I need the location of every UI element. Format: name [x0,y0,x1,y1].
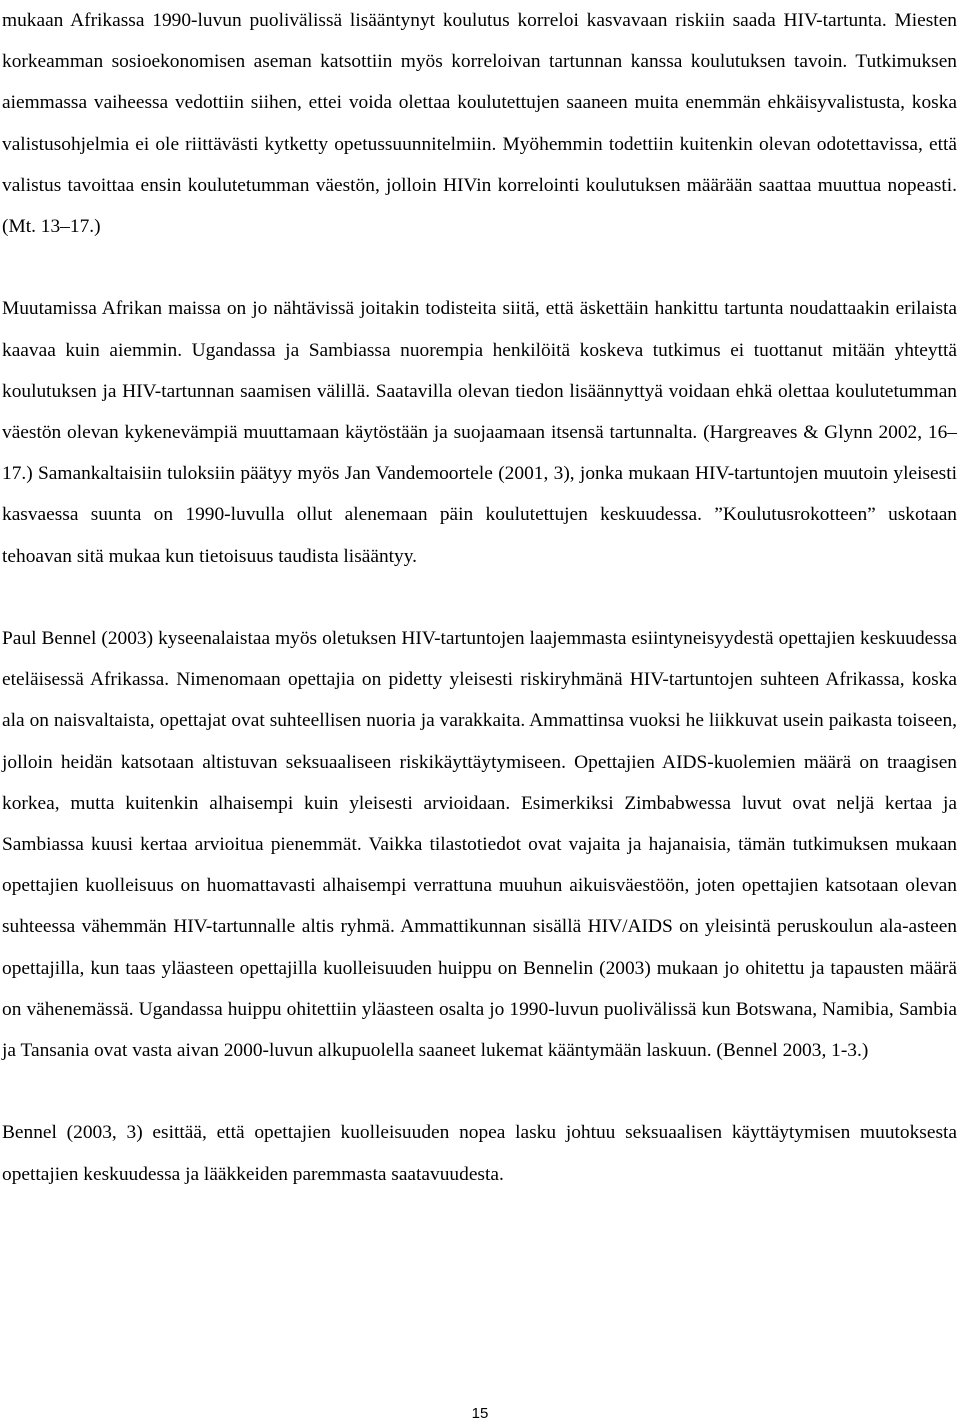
paragraph-2: Muutamissa Afrikan maissa on jo nähtävissä joitakin todisteita siitä, että äskettäin hankittu tartunta noudattaakin erilaista kaavaa kuin aiemmin. Ugandassa ja Sambiassa nuorempia henkilöitä koskeva tutkimus ei tuottanut mitään yhteyttä koulutuksen ja HIV-tartunnan saamisen välillä. Saatavilla olevan tiedon lisäännyttyä voidaan ehkä olettaa koulutetumman väestön olevan kykenevämpiä muuttamaan käytöstään ja suojaamaan itsensä tartunnalta. (Hargreaves & Glynn 2002, 16–17.) Samankaltaisiin tuloksiin päätyy myös Jan Vandemoortele (2001, 3), jonka mukaan HIV-tartuntojen muutoin yleisesti kasvaessa suunta on 1990-luvulla ollut alenemaan päin koulutettujen keskuudessa. ”Koulutusrokotteen” uskotaan tehoavan sitä mukaa kun tietoisuus taudista lisääntyy. [2,298,957,567]
body-text [2,0,957,1195]
page-number: 15 [471,1405,489,1422]
paragraph-1: mukaan Afrikassa 1990-luvun puolivälissä lisääntynyt koulutus korreloi kasvavaan riskiin saada HIV-tartunta. Miesten korkeamman sosioekonomisen aseman katsottiin myös korreloivan tartunnan kanssa koulutuksen tavoin. Tutkimuksen aiemmassa vaiheessa vedottiin siihen, ettei voida olettaa koulutettujen saaneen muita enemmän ehkäisyvalistusta, koska valistusohjelmia ei ole riittävästi kytketty opetussuunnitelmiin. Myöhemmin todettiin kuitenkin olevan odotettavissa, että valistus tavoittaa ensin koulutetumman väestön, jolloin HIVin korrelointi koulutuksen määrään saattaa muuttua nopeasti. (Mt. 13–17.) [2,10,957,238]
paragraph-3: Paul Bennel (2003) kyseenalaistaa myös oletuksen HIV-tartuntojen laajemmasta esiintyneisyydestä opettajien keskuudessa eteläisessä Afrikassa. Nimenomaan opettajia on pidetty yleisesti riskiryhmänä HIV-tartuntojen suhteen Afrikassa, koska ala on naisvaltaista, opettajat ovat suhteellisen nuoria ja varakkaita. Ammattinsa vuoksi he liikkuvat usein paikasta toiseen, jolloin heidän katsotaan altistuvan seksuaaliseen riskikäyttäytymiseen. Opettajien AIDS-kuolemien määrä on traagisen korkea, mutta kuitenkin alhaisempi kuin yleisesti arvioidaan. Esimerkiksi Zimbabwessa luvut ovat neljä kertaa ja Sambiassa kuusi kertaa arvioitua pienemmät. Vaikka tilastotiedot ovat vajaita ja hajanaisia, tämän tutkimuksen mukaan opettajien kuolleisuus on huomattavasti alhaisempi verrattuna muuhun aikuisväestöön, joten opettajien katsotaan olevan suhteessa vähemmän HIV-tartunnalle altis ryhmä. Ammattikunnan sisällä HIV/AIDS on yleisintä peruskoulun ala-asteen opettajilla, kun taas yläasteen opettajilla kuolleisuuden huippu on Bennelin (2003) mukaan jo ohitettu ja tapausten määrä on vähenemässä. Ugandassa huippu ohitettiin yläasteen osalta jo 1990-luvun puolivälissä kun Botswana, Namibia, Sambia ja Tansania ovat vasta aivan 2000-luvun alkupuolella saaneet lukemat kääntymään laskuun. (Bennel 2003, 1-3.) [2,628,957,1062]
paragraph-4: Bennel (2003, 3) esittää, että opettajien kuolleisuuden nopea lasku johtuu seksuaalisen käyttäytymisen muutoksesta opettajien keskuudessa ja lääkkeiden paremmasta saatavuudesta. [2,1122,957,1185]
